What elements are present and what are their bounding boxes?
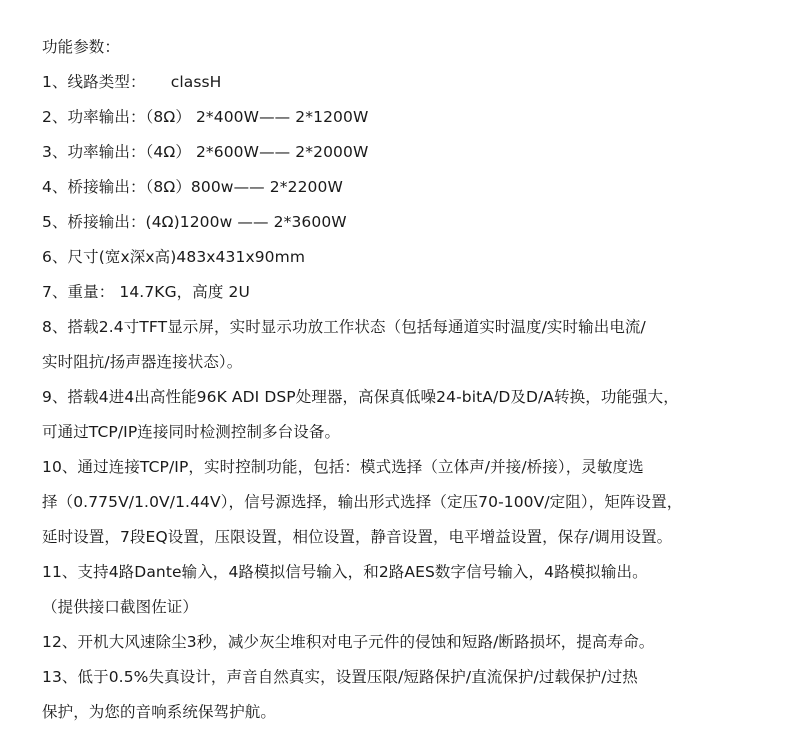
- spec-line: 11、支持4路Dante输入，4路模拟信号输入，和2路AES数字信号输入，4路模拟输出。: [42, 563, 648, 581]
- spec-line: 1、线路类型： classH: [42, 73, 222, 91]
- spec-line: 4、桥接输出：（8Ω）800w—— 2*2200W: [42, 178, 343, 196]
- spec-line: 8、搭载2.4寸TFT显示屏，实时显示功放工作状态（包括每通道实时温度/实时输出电流/: [42, 318, 646, 336]
- spec-line: 5、桥接输出：(4Ω)1200w —— 2*3600W: [42, 213, 347, 231]
- spec-line: 实时阻抗/扬声器连接状态）。: [42, 353, 243, 371]
- spec-line: 延时设置，7段EQ设置，压限设置，相位设置，静音设置，电平增益设置，保存/调用设置。: [42, 528, 673, 546]
- spec-line: 6、尺寸(宽x深x高)483x431x90mm: [42, 248, 306, 266]
- spec-line: 2、功率输出：（8Ω） 2*400W—— 2*1200W: [42, 108, 369, 126]
- spec-heading: 功能参数：: [42, 38, 121, 56]
- spec-line: 3、功率输出：（4Ω） 2*600W—— 2*2000W: [42, 143, 369, 161]
- spec-line: 9、搭载4进4出高性能96K ADI DSP处理器，高保真低噪24-bitA/D及D/A转换，功能强大，: [42, 388, 679, 406]
- spec-line: （提供接口截图佐证）: [42, 598, 199, 616]
- spec-line: 择（0.775V/1.0V/1.44V），信号源选择，输出形式选择（定压70-100V/定阻），矩阵设置，: [42, 493, 683, 511]
- spec-line: 可通过TCP/IP连接同时检测控制多台设备。: [42, 423, 341, 441]
- spec-document: [42, 30, 782, 730]
- spec-line: 10、通过连接TCP/IP，实时控制功能，包括：模式选择（立体声/并接/桥接），灵敏度选: [42, 458, 644, 476]
- spec-line: 7、重量： 14.7KG，高度 2U: [42, 283, 250, 301]
- spec-line: 保护，为您的音响系统保驾护航。: [42, 703, 277, 721]
- spec-line: 12、开机大风速除尘3秒，减少灰尘堆积对电子元件的侵蚀和短路/断路损坏，提高寿命。: [42, 633, 655, 651]
- spec-line: 13、低于0.5%失真设计，声音自然真实，设置压限/短路保护/直流保护/过载保护/过热: [42, 668, 638, 686]
